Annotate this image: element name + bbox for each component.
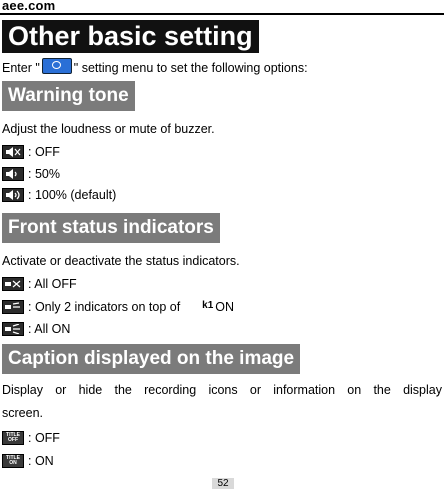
page-number: 52	[212, 478, 234, 489]
speaker-half-icon	[2, 167, 24, 181]
warning-description: Adjust the loudness or mute of buzzer.	[2, 122, 215, 136]
speaker-full-icon	[2, 188, 24, 202]
indicator-lights-on-icon	[2, 322, 24, 336]
front-description: Activate or deactivate the status indicators.	[2, 254, 240, 268]
indicator-lights-off-icon	[2, 277, 24, 291]
title-icon-sub: ON	[9, 460, 17, 466]
indicator-lights-partial-icon	[2, 300, 24, 314]
warning-option-label: : 100% (default)	[28, 188, 117, 202]
section-heading-caption: Caption displayed on the image	[2, 344, 300, 374]
intro-after: " setting menu to set the following options:	[73, 61, 308, 75]
title-icon-text: TITLE	[6, 432, 20, 438]
intro-text	[2, 58, 308, 76]
warning-option-50	[2, 166, 60, 182]
caption-option-label: : ON	[28, 454, 54, 468]
front-option-all-off	[2, 276, 77, 292]
section-heading-warning-tone: Warning tone	[2, 81, 135, 111]
section-heading-front-status-indicators: Front status indicators	[2, 213, 220, 243]
caption-option-label: : OFF	[28, 431, 60, 445]
warning-option-label: : OFF	[28, 145, 60, 159]
caption-description-line2: screen.	[2, 406, 43, 420]
front-option-only-2	[2, 299, 234, 315]
warning-option-100	[2, 187, 116, 203]
settings-icon	[42, 58, 72, 74]
intro-before: Enter "	[2, 61, 40, 75]
speaker-mute-icon	[2, 145, 24, 159]
caption-option-on	[2, 453, 54, 469]
header-rule	[0, 13, 444, 15]
caption-option-off	[2, 430, 60, 446]
front-option-all-on	[2, 321, 70, 337]
caption-description-line1: Display or hide the recording icons or information on the display	[2, 383, 442, 397]
title-icon-sub: OFF	[8, 437, 18, 443]
warning-option-label: : 50%	[28, 167, 60, 181]
title-off-icon	[2, 431, 24, 445]
k1-key-label: k1	[202, 300, 214, 311]
front-option-on-suffix: ON	[215, 300, 235, 314]
brand-logo: aee.com	[2, 0, 56, 13]
front-option-label: : All ON	[28, 322, 71, 336]
title-on-icon	[2, 454, 24, 468]
warning-option-off	[2, 144, 60, 160]
front-option-label: : All OFF	[28, 277, 77, 291]
page-title: Other basic setting	[2, 20, 259, 53]
title-icon-text: TITLE	[6, 455, 20, 461]
front-option-label: : Only 2 indicators on top of	[28, 300, 181, 314]
